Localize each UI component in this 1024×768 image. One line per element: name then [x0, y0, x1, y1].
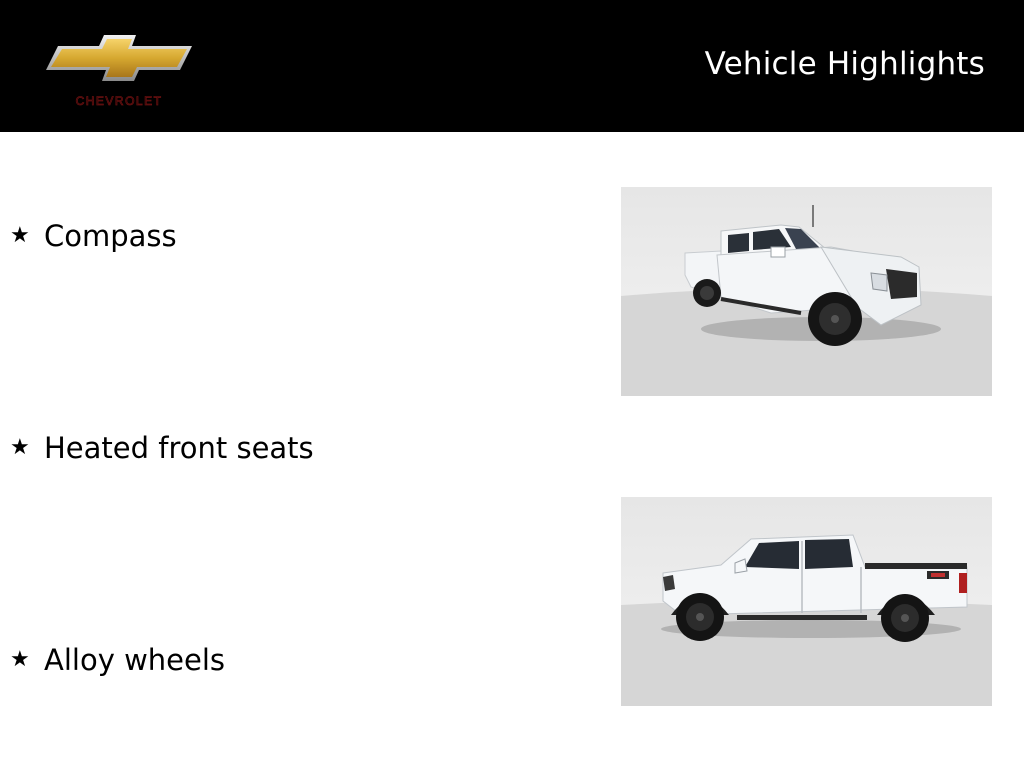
highlight-item-alloy-wheels [10, 643, 225, 677]
page-header [0, 0, 1024, 132]
star-icon: ★ [10, 647, 30, 672]
highlight-label: Heated front seats [44, 431, 314, 465]
svg-text:CHEVROLET: CHEVROLET [75, 94, 163, 108]
star-icon: ★ [10, 435, 30, 460]
highlight-item-heated-front-seats [10, 431, 314, 465]
star-icon: ★ [10, 223, 30, 248]
highlight-label: Compass [44, 219, 177, 253]
vehicle-photo-front-quarter [621, 187, 992, 396]
chevrolet-logo [44, 34, 194, 110]
highlight-item-compass [10, 219, 177, 253]
vehicle-photo-side-profile [621, 497, 992, 706]
page-title: Vehicle Highlights [704, 46, 985, 82]
highlight-label: Alloy wheels [44, 643, 226, 677]
